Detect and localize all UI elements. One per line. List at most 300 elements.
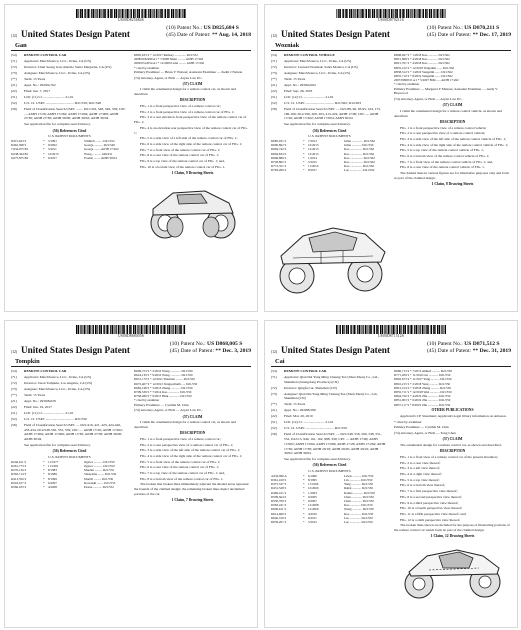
reference-cell: 5/2012 [308, 520, 317, 525]
barcode-bar [133, 325, 134, 334]
reference-cell: D543,917 S [11, 480, 27, 485]
description-paragraph: FIG. 6 is a bottom view of the remote control vehicle of FIG. 1; [400, 154, 490, 159]
barcode-bar [427, 9, 428, 18]
reference-cell: 5/2011 [48, 147, 57, 152]
barcode-bar [347, 9, 348, 18]
barcode-number: US00D868005S [118, 334, 144, 338]
reference-cell: 10/2000 [308, 486, 319, 491]
reference-cell: Pearse ........... D21/552 [84, 484, 114, 489]
reference-cell: Kowalski ........ D21/553 [84, 480, 116, 485]
description-paragraph: The broken lines shown are included for the purpose of illustrating portions of the remote control car which form no part of the claimed design. [394, 523, 510, 533]
description-paragraph: FIG. 6 is a side view of the right side of the remote control car of FIG. 1; [140, 141, 243, 146]
reference-cell: Kao ............... D21/562 [344, 164, 375, 169]
barcode-bar [158, 9, 159, 18]
reference-cell: 11/1977 [48, 459, 59, 464]
reference-cell: * [303, 490, 305, 495]
barcode-bar [426, 325, 427, 334]
barcode-bar [413, 325, 414, 334]
biblio-field [11, 71, 128, 76]
reference-cell: 4/2010 [308, 511, 317, 516]
field-text: Assignee: Qian Dai Yang Ming Cheung Tex (Shen Zhen) Co., Ltd., Shenzhen (CN) [284, 391, 379, 401]
patent-date: ** Dec. 31, 2019 [472, 348, 511, 354]
kind-code: (12) [11, 34, 17, 38]
biblio-field [11, 53, 128, 58]
barcode-bar [95, 325, 97, 334]
barcode-bar [110, 325, 111, 334]
barcode-bar [163, 325, 165, 334]
reference-cell: * [43, 484, 45, 489]
examiner-line: Primary Examiner — Cynthia M. Chin [134, 402, 189, 407]
reference-cell: Chen ............. D21/550 [344, 494, 374, 499]
field-text: See application file for complete search history. [24, 443, 91, 448]
reference-cell: Kao ............... D21/562 [344, 147, 375, 152]
barcode-bar [445, 325, 446, 334]
description-paragraph: FIG. 3 is a side view of the left side of the remote control car of FIG. 1; [140, 448, 241, 453]
field-code: (**) [11, 77, 17, 81]
field-text: Filed: Jun. 19, 2017 [24, 405, 52, 409]
reference-cell: 12/2008 [308, 503, 319, 508]
reference-cell: * [303, 151, 305, 156]
barcode-bar [422, 325, 424, 334]
reference-continuation: D609,753 S * 2/2010 Wong ............. D21/550 [134, 369, 193, 373]
kind-code: (12) [11, 350, 17, 354]
barcode-bar [142, 9, 143, 18]
reference-cell: Lee .............. D21/550 [344, 515, 373, 520]
biblio-field [271, 457, 388, 462]
barcode-bar [167, 9, 169, 18]
reference-cell: * [43, 463, 45, 468]
biblio-field [11, 405, 128, 410]
biblio-field [271, 432, 388, 456]
inventor-name: Wozniak [275, 42, 300, 49]
field-text: REMOTE CONTROL CAR [24, 53, 67, 57]
field-text: Assignee: MerchSource, LLC, Irvine, CA (US) [24, 387, 91, 391]
barcode-bar [169, 325, 171, 334]
description-paragraph: FIG. 4 is a right view thereof; [400, 472, 442, 477]
examiner-line: Primary Examiner — Cynthia M. Chin [394, 425, 449, 430]
biblio-field [11, 423, 128, 442]
barcode-bar [357, 9, 359, 18]
reference-cell: 6/2011 [308, 515, 317, 520]
reference-cell: Mueller ......... D21/552 [84, 468, 115, 473]
field-text: Filed: Mar. 29, 2019 [284, 414, 313, 419]
reference-cell: * [303, 507, 305, 512]
field-code: (73) [271, 391, 277, 396]
barcode-bar [396, 325, 397, 334]
reference-cell: D696,889 S [271, 155, 287, 160]
reference-cell: 9/2002 [48, 143, 57, 148]
field-code: (54) [11, 53, 17, 57]
reference-cell: D690,862 S [271, 143, 287, 148]
reference-cell: D728,802 S [271, 160, 287, 165]
field-text: REMOTE CONTROL CAR [24, 369, 67, 373]
barcode-bar [350, 325, 351, 334]
field-text: Inventor: Chun Seong Gan, Rancho Santa Margarita, CA (US) [24, 65, 112, 69]
barcode-bar [112, 9, 113, 18]
description-paragraph: FIG. 8 is a rear view of the remote control car of FIG. 1; [140, 153, 220, 158]
barcode-bar [365, 9, 366, 18]
barcode-bar [423, 9, 424, 18]
field-code: (**) [11, 393, 17, 397]
field-text: LOC (12) Cl. ........................ 21-01 [284, 420, 334, 425]
patent-number-label: (10) Patent No.: [166, 25, 203, 31]
barcode-bar [76, 9, 78, 18]
field-code: (21) [11, 399, 17, 403]
barcode-bar [153, 9, 154, 18]
reference-continuation: D835,711 S * 12/2018 Wen ............ D21/550 [394, 390, 452, 395]
reference-cell: * [303, 515, 305, 520]
barcode-bar [396, 9, 398, 18]
reference-continuation: D855,710 S * 8/2019 Vengalim ....... D21/562 [394, 74, 453, 79]
description-paragraph: FIG. 7 is a top view of the remote control car of FIG. 1; and, [140, 471, 225, 476]
description-paragraph: FIG. 7 is a front view of the remote control vehicle of FIG. 1; and, [400, 159, 494, 164]
biblio-field [11, 417, 128, 422]
patent-date-label: (45) Date of Patent: [166, 32, 211, 38]
reference-cell: * [43, 143, 45, 148]
biblio-field [271, 107, 388, 121]
reference-cell: Ogawa ........... D21/550 [84, 463, 115, 468]
biblio-field [11, 65, 128, 70]
biblio-field [11, 101, 128, 106]
patent-header [265, 339, 517, 365]
reference-row [271, 168, 388, 172]
barcode-bar [161, 325, 162, 334]
barcode-bar [418, 9, 419, 18]
field-code: (21) [271, 408, 277, 413]
reference-cell: D793,490 S [271, 168, 287, 173]
barcode-bar [169, 9, 170, 18]
description-heading: DESCRIPTION [179, 98, 206, 103]
field-text: Applicant: Qian Dai Yang Ming Cheung Tex (Shen Zhen) Co., Ltd., Shenzhen (Guangdong Province) (CN) [284, 375, 380, 384]
field-code: (58) [271, 432, 277, 437]
biblio-field [11, 411, 128, 416]
barcode-bar [91, 9, 92, 18]
field-code: (21) [11, 83, 17, 87]
reference-continuation: D672,407 S * 12/2012 Vongsachanh ..... D21/550 [134, 381, 198, 386]
reference-cell: 8/1983 [48, 468, 57, 473]
field-text: U.S. Cl. USPC ................................ D21/550 [24, 417, 87, 421]
field-text: Filed: Sep. 26, 2018 [284, 89, 313, 93]
biblio-field [11, 393, 128, 398]
field-code: (58) [11, 423, 17, 427]
barcode-bar [376, 9, 377, 18]
field-text: Appl. No.: 29/608,028 [24, 399, 56, 403]
reference-cell: 12/2013 [308, 147, 319, 152]
left-column [271, 53, 388, 188]
barcode-bar [107, 9, 108, 18]
barcode-bar [416, 325, 418, 334]
barcode-bar [110, 9, 112, 18]
reference-cell: 7/2013 [308, 139, 317, 144]
barcode-bar [390, 325, 391, 334]
field-text: Inventor: Qingfu Cai, Shenzhen (CN) [284, 385, 337, 390]
barcode-bar [434, 9, 435, 18]
barcode-bar [338, 9, 339, 18]
field-code: (52) [271, 101, 277, 105]
barcode-bar [367, 325, 368, 334]
barcode-bar [156, 9, 158, 18]
reference-cell: 9,675,875 B2 [11, 155, 29, 160]
reference-cell: * [43, 155, 45, 160]
barcode-bar [347, 325, 349, 334]
barcode-bar [160, 9, 161, 18]
examiner-line: Primary Examiner — Margaret Y Malone; Assistant Examiner — Andy V Hopwood [394, 86, 498, 96]
barcode-bar [120, 325, 121, 334]
claim-text: I claim the ornamental design for a remote control car, as shown and described. [134, 87, 236, 97]
barcode-bar [127, 325, 128, 334]
reference-cell: * [43, 480, 45, 485]
barcode-bar [397, 325, 398, 334]
right-column [394, 369, 511, 602]
field-code: (72) [11, 381, 17, 385]
barcode-bar [89, 325, 91, 334]
barcode-bar [80, 325, 81, 334]
barcode-image [265, 9, 517, 18]
barcode-bar [103, 9, 104, 18]
claim-heading: (57) CLAIM [442, 437, 463, 442]
reference-cell: Gilke ............ D21/550 [344, 143, 374, 148]
reference-cell: D302,714 S [11, 472, 27, 477]
barcode-bar [399, 9, 400, 18]
reference-row [11, 485, 128, 489]
reference-cell: * [43, 476, 45, 481]
field-code: (72) [271, 385, 277, 390]
barcode-bar [122, 9, 124, 18]
barcode-bar [388, 9, 389, 18]
reference-cell: 5/2015 [308, 160, 317, 165]
barcode-bar [166, 325, 167, 334]
patent-header [5, 339, 257, 365]
barcode-bar [410, 9, 411, 18]
references-heading: (56) References Cited [52, 449, 87, 454]
barcode-bar [115, 325, 116, 334]
reference-cell: * [303, 494, 305, 499]
description-paragraph: FIG. 8 is a second perspective view thereof; [400, 494, 462, 499]
field-text: Inventor: Leonard Wozniak, Santa Monica, CA (US) [284, 65, 358, 69]
barcode-bar [440, 9, 441, 18]
barcode-bar [342, 325, 344, 334]
reference-continuation: D838,312 S * 1/2019 Vengalim ....... D21/562 [394, 69, 453, 74]
description-paragraph: FIG. 3 is a side view of the left side of the remote control vehicle of FIG. 1; [400, 136, 507, 141]
reference-continuation: D686,713 S * 7/2013 Ahmed .......... D21/550 [394, 369, 452, 373]
field-text: Appl. No.: 29/604,702 [24, 83, 56, 87]
reference-cell: D431,528 S [271, 486, 287, 491]
field-code: (52) [11, 417, 17, 421]
attorney-line: (74) Attorney, Agent, or Firm — Aryan Law P.C. [394, 97, 463, 102]
barcode-bar [123, 325, 125, 334]
barcode-bar [114, 9, 115, 18]
reference-continuation: D738,286 S * 9/2015 Hunt ............. D21/550 [134, 394, 192, 399]
description-paragraph: FIG. 4 is a side view of the right side of the remote control car of FIG. 1; [140, 453, 243, 458]
barcode-bar [393, 325, 395, 334]
barcode-bar [420, 325, 421, 334]
barcode-bar [84, 325, 86, 334]
description-heading: DESCRIPTION [439, 449, 466, 454]
cited-by-examiner: * cited by examiner [394, 419, 422, 424]
reference-cell: * [303, 147, 305, 152]
reference-cell: 8/1995 [308, 478, 317, 483]
reference-continuation: 2008/0182480 A1 * 7/2008 Sinko ......... A63H 17/262 [134, 57, 204, 62]
biblio-field [11, 387, 128, 392]
patent-number: US D870,211 S [464, 25, 500, 31]
description-paragraph: FIG. 8 is a bottom view of the remote control car of FIG. 1. [140, 476, 224, 481]
barcode-bar [437, 325, 438, 334]
barcode-bar [429, 9, 430, 18]
field-text: REMOTE CONTROL VEHICLE [284, 53, 335, 57]
reference-cell: 3/1991 [48, 139, 57, 144]
claim-heading: (57) CLAIM [442, 103, 463, 108]
references-subheading: U.S. PATENT DOCUMENTS [308, 134, 351, 139]
field-code: (22) [11, 89, 17, 93]
barcode-bar [404, 325, 406, 334]
description-heading: DESCRIPTION [179, 431, 206, 436]
barcode-bar [131, 9, 132, 18]
reference-cell: * [303, 473, 305, 478]
barcode-bar [359, 325, 361, 334]
barcode-bar [368, 9, 370, 18]
reference-cell: Schmidt ......... D21/552 [84, 139, 115, 144]
reference-continuation: D805,633 S * 12/2017 Ramsey .............. D21/552 [134, 53, 198, 57]
field-code: (58) [271, 107, 277, 111]
reference-continuation: D651,170 S * 12/2011 Sherman ......... D21/550 [134, 377, 195, 382]
biblio-field [11, 375, 128, 380]
reference-cell: * [43, 459, 45, 464]
reference-cell: Kao ............... D21/562 [344, 151, 375, 156]
barcode-bar [359, 9, 360, 18]
reference-cell: Prodan ........ A63H 30/04 [84, 155, 117, 160]
barcode-bar [401, 325, 402, 334]
patent-header [5, 23, 257, 49]
field-text: Field of Classification Search USPC .... D21/88, 90, 93-95, 164, 175, 186-190; D12/199, 200, 203, 413-419; A63H 17/00; CPC .... A63H 17/26; A63H 17/262; A63H 17/004; A63H 30/04 [284, 107, 381, 121]
reference-continuation: D682,148 S * 5/2013 Zhang ............ D21/550 [134, 385, 193, 390]
biblio-field [271, 53, 388, 58]
barcode-bar [181, 9, 182, 18]
description-paragraph: FIG. 3 is a rear elevation front perspective view of the remote control car of FIG. 1; [134, 115, 247, 125]
reference-cell: 10/2013 [308, 143, 319, 148]
barcode-bar [336, 9, 337, 18]
barcode-bar [380, 9, 382, 18]
barcode-bar [150, 9, 152, 18]
barcode-bar [99, 9, 101, 18]
reference-cell: * [303, 164, 305, 169]
barcode-bar [84, 9, 85, 18]
reference-cell: D509,564 S [271, 494, 287, 499]
biblio-field [11, 107, 128, 121]
description-paragraph: The broken line broken lines immediately adjacent the shaded areas represent the bounds of the claimed design; the remaining broken lines depict unclaimed portions of the car. [134, 482, 249, 496]
reference-cell: Kao .............. D21/550 [344, 511, 374, 516]
description-heading: DESCRIPTION [439, 119, 466, 124]
barcode-bar [346, 325, 347, 334]
attorney-line: (74) Attorney, Agent, or Firm — Tong Chen [394, 431, 456, 436]
barcode-image [265, 325, 517, 334]
references-subheading: U.S. PATENT DOCUMENTS [308, 469, 351, 474]
attorney-line: (74) Attorney, Agent, or Firm — Aryan Law P.C. [134, 75, 203, 80]
reference-cell: D246,611 S [11, 459, 27, 464]
patent-date-label: (45) Date of Patent: [426, 348, 472, 354]
barcode-bar [414, 325, 415, 334]
biblio-field [271, 386, 388, 391]
barcode-bar [356, 325, 357, 334]
reference-cell: 6/2017 [48, 155, 57, 160]
description-paragraph: FIG. 4 is a side view of the right side of the remote control vehicle of FIG. 1; [400, 142, 508, 147]
barcode-bar [175, 9, 176, 18]
reference-cell: Wong ............ D21/550 [344, 507, 374, 512]
description-paragraph: FIG. 1 is a front perspective view of a remote control car; [140, 436, 221, 441]
examiner-line: Primary Examiner — Brian V Watson; Assistant Examiner — Keith J Nelson [134, 69, 243, 74]
patent-date: ** Aug. 14, 2018 [211, 32, 251, 38]
reference-cell: 1/2003 [308, 490, 317, 495]
barcode-bar [342, 9, 343, 18]
barcode-bar [104, 325, 105, 334]
field-text: Term: 15 Years [24, 77, 46, 81]
barcode-bar [97, 9, 98, 18]
references-subheading: U.S. PATENT DOCUMENTS [48, 134, 91, 139]
reference-continuation: D810,215 S * 2/2018 Yang ........... D21/550 [394, 381, 451, 386]
description-paragraph: FIG. 5 is a side view of a left side of the remote control car of FIG. 1; [140, 136, 238, 141]
barcode-bar [176, 9, 177, 18]
field-text: U.S. Cl. USPC ................................ D21/562; D12/203 [284, 101, 362, 105]
barcode-bar [400, 9, 401, 18]
reference-cell: 7,934,975 B1 [11, 147, 29, 152]
barcode-bar [380, 325, 381, 334]
kind-code: (12) [271, 34, 277, 38]
barcode-bar [171, 9, 172, 18]
barcode-bar [154, 9, 155, 18]
reference-cell: * [303, 139, 305, 144]
barcode-bar [345, 9, 347, 18]
barcode-bar [369, 325, 370, 334]
barcode-bar [149, 325, 150, 334]
description-paragraph: FIG. 5 is a top view thereof; [400, 477, 440, 482]
barcode-bar [377, 9, 378, 18]
reference-continuation: D624,130 S * 9/2010 Wong ............. D21/550 [134, 373, 193, 378]
reference-cell: D550,760 S [271, 499, 287, 504]
description-paragraph: The dashed lines in various figures are for illustrative purposes only and form no part of the claimed design. [394, 171, 509, 180]
description-paragraph: FIG. 5 is a top view of the remote control vehicle of FIG. 1; [400, 148, 484, 153]
barcode-bar [416, 9, 417, 18]
barcode-bar [365, 325, 367, 334]
reference-cell: * [43, 151, 45, 156]
field-text: LOC (11) Cl. ........................ 21-01 [24, 95, 74, 99]
field-code: (51) [11, 95, 17, 99]
field-text: LOC (12) Cl. ........................ 21-01 [284, 95, 334, 99]
barcode-bar [144, 9, 146, 18]
field-code: (71) [271, 59, 277, 63]
reference-cell: * [43, 468, 45, 473]
barcode-bar [385, 325, 386, 334]
barcode-bar [182, 9, 183, 18]
reference-continuation: D835,212 S * 12/2018 Vengalim ....... D21/562 [394, 65, 455, 70]
reference-continuation: * cited by examiner [394, 82, 420, 87]
kind-code: (12) [271, 350, 277, 354]
barcode-bar [143, 325, 144, 334]
barcode-bar [165, 9, 166, 18]
biblio-field [11, 89, 128, 94]
field-code: (54) [271, 53, 277, 57]
reference-cell: D694,742 S [271, 147, 287, 152]
barcode-bar [378, 325, 379, 334]
barcode-bar [146, 325, 148, 334]
other-publications-heading: OTHER PUBLICATIONS [431, 408, 474, 413]
reference-cell: 11/2016 [308, 164, 319, 169]
patent-date-label: (45) Date of Patent: [426, 32, 472, 38]
reference-continuation: D709,539 S * 7/2014 Kao .............. D21/550 [134, 390, 192, 395]
reference-cell: D270,136 S [11, 468, 27, 473]
barcode-number: US00D870211S [378, 18, 404, 22]
barcode-bar [108, 9, 109, 18]
barcode-bar [133, 9, 135, 18]
barcode-bar [419, 325, 420, 334]
